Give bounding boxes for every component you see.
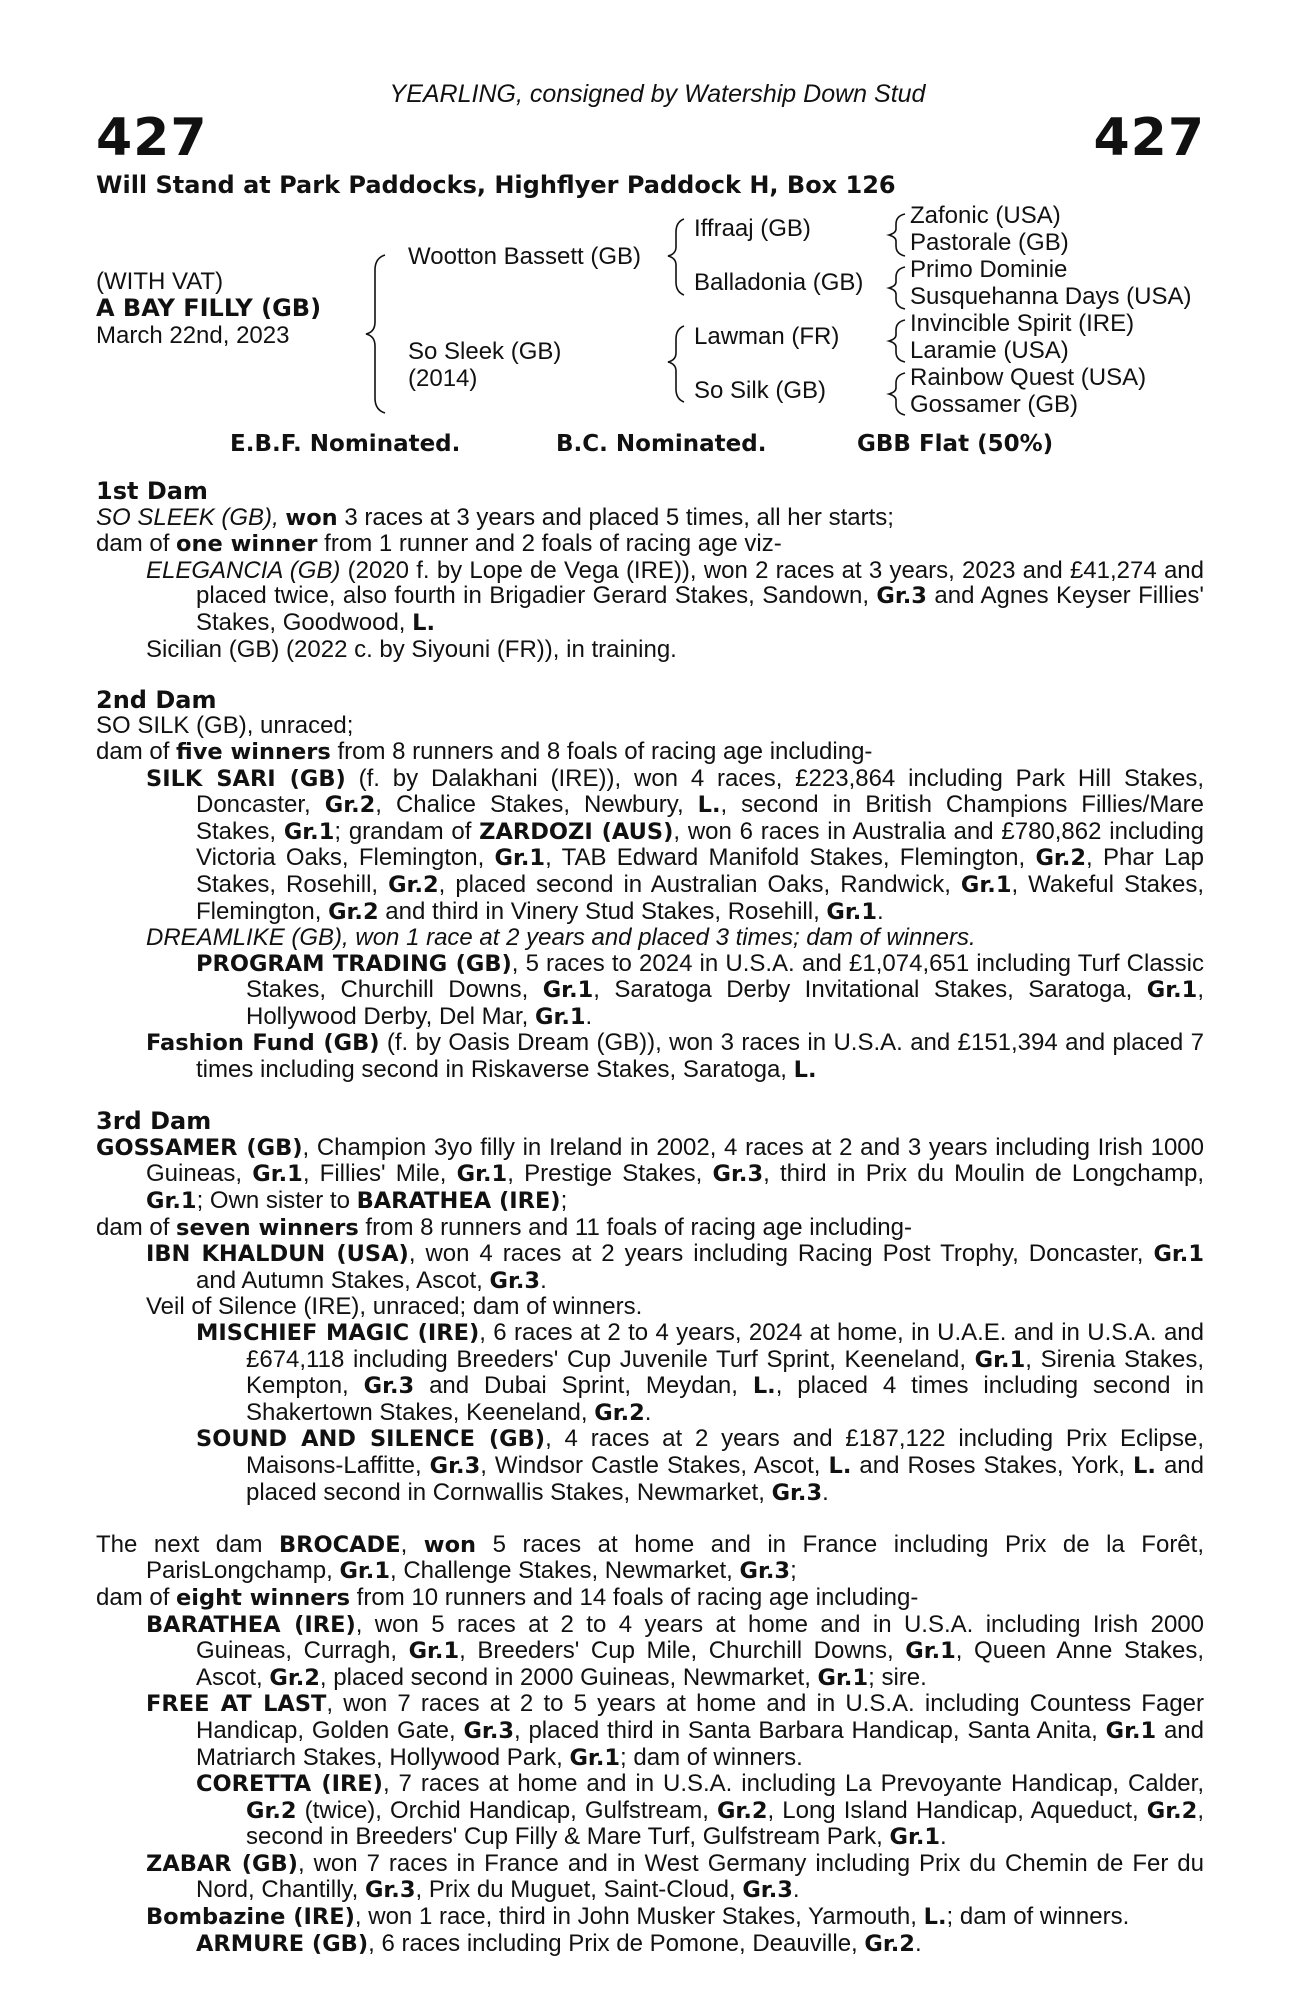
bold-text: BARATHEA (IRE) xyxy=(146,1611,356,1638)
text-run: , 7 races at home and in U.S.A. including La Prevoyante Handicap, Calder, xyxy=(382,1770,1204,1798)
bold-text: PROGRAM TRADING (GB) xyxy=(196,950,512,977)
bold-text: IBN KHALDUN (USA) xyxy=(146,1241,409,1268)
text-run: . xyxy=(876,897,884,925)
bold-text: Gr.1 xyxy=(283,818,335,845)
bold-text: Gr.1 xyxy=(534,1003,586,1030)
text-run: , Challenge Stakes, Newmarket, xyxy=(390,1557,740,1585)
gen3-ds-dam: Laramie (USA) xyxy=(910,337,1069,364)
progeny-entry xyxy=(96,1931,1204,1958)
progeny-entry xyxy=(96,637,1204,663)
progeny-entry xyxy=(96,1241,1204,1294)
bold-text: GOSSAMER (GB) xyxy=(96,1134,303,1161)
text-run: , won 1 race, third in John Musker Stakes, Yarmouth, xyxy=(354,1903,924,1931)
text-run: dam of xyxy=(96,530,177,558)
bc-nomination: B.C. Nominated. xyxy=(556,431,767,457)
bold-text: Bombazine (IRE) xyxy=(146,1904,355,1931)
text-run: (f. by Oasis Dream (GB)), won 3 races in U.S.A. and £151,394 and placed 7 times including second in Riskaverse Stakes, Saratoga, xyxy=(196,1029,1204,1084)
bold-text: Gr.1 xyxy=(974,1346,1026,1373)
text-run: ; Own sister to xyxy=(196,1187,357,1215)
gen3-dd-dam: Gossamer (GB) xyxy=(910,391,1079,418)
progeny-entry xyxy=(96,1585,1204,1612)
bold-text: FREE AT LAST xyxy=(146,1691,327,1718)
text-run: 3 races at 3 years and placed 5 times, all her starts; xyxy=(337,503,894,531)
progeny-entry xyxy=(96,1691,1204,1771)
text-run: , Windsor Castle Stakes, Ascot, xyxy=(480,1451,829,1479)
text-run: , 4 races at 2 years and £187,122 including Prix Eclipse, Maisons-Laffitte, xyxy=(246,1425,1204,1479)
bold-text: BARATHEA (IRE) xyxy=(356,1188,561,1215)
text-run: ; dam of winners. xyxy=(946,1903,1130,1931)
bold-text: ZARDOZI (AUS) xyxy=(479,818,674,845)
text-run: . xyxy=(940,1823,947,1851)
text-run: , placed third in Santa Barbara Handicap, Santa Anita, xyxy=(514,1716,1106,1744)
bold-text: Gr.1 xyxy=(456,1161,508,1188)
bold-text: SOUND AND SILENCE (GB) xyxy=(196,1426,546,1453)
bold-text: seven winners xyxy=(176,1214,359,1241)
bold-text: Gr.2 xyxy=(269,1664,320,1691)
text-run: , 5 races to 2024 in U.S.A. and £1,074,651 including Turf Classic Stakes, Churchill Downs, xyxy=(246,949,1204,1004)
section-heading: 2nd Dam xyxy=(96,685,217,714)
bold-text: L. xyxy=(697,792,721,819)
text-run: Veil of Silence (IRE), unraced; dam of winners. xyxy=(146,1293,643,1321)
text-run: SO SILK (GB), unraced; xyxy=(96,712,354,740)
lot-number-left: 427 xyxy=(96,108,208,168)
consignment-line: YEARLING, consigned by Watership Down Stud xyxy=(389,80,926,108)
progeny-entry xyxy=(96,1612,1204,1692)
bold-text: eight winners xyxy=(176,1584,351,1611)
text-run: (f. by Dalakhani (IRE)), won 4 races, £223,864 including Park Hill Stakes, Doncaster, xyxy=(196,764,1205,819)
text-run: dam of xyxy=(96,1583,177,1611)
bold-text: Gr.1 xyxy=(1153,1241,1204,1268)
text-run: , Prix du Muguet, Saint-Cloud, xyxy=(415,1876,743,1904)
gbb-flat: GBB Flat (50%) xyxy=(857,431,1054,457)
text-run: , TAB Edward Manifold Stakes, Flemington, xyxy=(545,844,1036,872)
text-run: ; xyxy=(560,1187,568,1215)
horse-name: A BAY FILLY (GB) xyxy=(96,294,322,322)
bold-text: L. xyxy=(412,609,436,636)
bold-text: Gr.1 xyxy=(146,1188,197,1215)
ebf-nomination: E.B.F. Nominated. xyxy=(230,431,461,457)
text-run: , won 4 races at 2 years including Racing Post Trophy, Doncaster, xyxy=(408,1240,1154,1268)
section-heading: 3rd Dam xyxy=(96,1107,212,1136)
text-run: from 8 runners and 8 foals of racing age including- xyxy=(330,737,873,765)
bold-text: Gr.3 xyxy=(364,1877,416,1904)
bold-text: Gr.1 xyxy=(889,1824,941,1851)
progeny-entry xyxy=(96,1532,1204,1585)
bold-text: Gr.2 xyxy=(594,1399,645,1426)
text-run: ELEGANCIA (GB) xyxy=(146,556,341,584)
sire-sire: Iffraaj (GB) xyxy=(694,215,811,242)
text-run: dam of xyxy=(96,737,177,765)
text-run: , Champion 3yo filly in Ireland in 2002, 4 races at 2 and 3 years including Irish 1000 Guineas, xyxy=(146,1133,1204,1188)
text-run: , won 5 races at 2 to 4 years at home and in U.S.A. including Irish 2000 Guineas, Curragh, xyxy=(196,1610,1205,1665)
text-run: , 6 races at 2 to 4 years, 2024 at home, in U.A.E. and in U.S.A. and £674,118 including Breeders' Cup Juvenile Turf Sprint, Keeneland, xyxy=(246,1319,1204,1373)
text-run: and placed second in Cornwallis Stakes, Newmarket, xyxy=(246,1451,1204,1506)
progeny-entry xyxy=(96,1426,1204,1506)
section-line xyxy=(96,505,1204,532)
bold-text: Fashion Fund (GB) xyxy=(146,1030,380,1057)
text-run: , Chalice Stakes, Newbury, xyxy=(375,791,698,819)
gen3-sd-sire: Primo Dominie xyxy=(910,256,1068,283)
text-run: , placed second in 2000 Guineas, Newmarket, xyxy=(319,1663,818,1691)
bold-text: L. xyxy=(793,1057,817,1084)
section-gap xyxy=(96,662,1204,688)
progeny-entry xyxy=(96,1904,1204,1931)
dam-sire: Lawman (FR) xyxy=(694,323,840,350)
stand-location: Will Stand at Park Paddocks, Highflyer Paddock H, Box 126 xyxy=(96,171,896,199)
bold-text: ARMURE (GB) xyxy=(196,1930,369,1957)
text-run: from 8 runners and 11 foals of racing age including- xyxy=(358,1213,912,1241)
section-line xyxy=(96,739,1204,766)
bold-text: L. xyxy=(923,1904,947,1931)
section-line xyxy=(96,531,1204,558)
bold-text: L. xyxy=(1133,1452,1156,1479)
text-run: DREAMLIKE (GB) xyxy=(146,924,343,952)
bold-text: ZABAR (GB) xyxy=(146,1850,298,1877)
gen3-dd-sire: Rainbow Quest (USA) xyxy=(910,364,1147,391)
text-run: , third in Prix du Moulin de Longchamp, xyxy=(763,1160,1204,1188)
bold-text: Gr.1 xyxy=(1105,1717,1157,1744)
progeny-entry xyxy=(96,766,1204,926)
bold-text: Gr.1 xyxy=(252,1161,303,1188)
dam-name: So Sleek (GB) xyxy=(408,338,562,365)
text-run: , Long Island Handicap, Aqueduct, xyxy=(767,1796,1147,1824)
gen3-ds-sire: Invincible Spirit (IRE) xyxy=(910,310,1135,337)
bold-text: Gr.3 xyxy=(712,1161,764,1188)
text-run: and Matriarch Stakes, Hollywood Park, xyxy=(196,1716,1204,1771)
section-line xyxy=(96,713,1204,739)
progeny-entry xyxy=(96,925,1204,951)
text-run: and Roses Stakes, York, xyxy=(851,1451,1134,1479)
text-run: , Sirenia Stakes, Kempton, xyxy=(246,1345,1205,1400)
text-run: ; xyxy=(790,1557,797,1585)
text-run: (2020 f. by Lope de Vega (IRE)), won 2 races at 3 years, 2023 and £41,274 and placed twice, also fourth in Brigadier Gerard Stakes, Sandown, xyxy=(196,556,1204,610)
text-run: , Fillies' Mile, xyxy=(302,1160,457,1188)
bold-text: BROCADE xyxy=(279,1531,401,1558)
bold-text: Gr.3 xyxy=(429,1452,481,1479)
text-run: , second in Breeders' Cup Filly & Mare Turf, Gulfstream Park, xyxy=(246,1796,1204,1851)
text-run: . xyxy=(792,1876,800,1904)
text-run: and Agnes Keyser Fillies' Stakes, Goodwood, xyxy=(196,582,1205,636)
bold-text: Gr.1 xyxy=(569,1744,621,1771)
text-run: , won 7 races at 2 to 5 years at home and in U.S.A. including Countess Fager Handicap, Golden Gate, xyxy=(196,1690,1205,1744)
text-run: and Autumn Stakes, Ascot, xyxy=(196,1266,490,1294)
bold-text: won xyxy=(285,504,338,531)
text-run: , placed 4 times including second in Shakertown Stakes, Keeneland, xyxy=(246,1372,1204,1426)
bold-text: L. xyxy=(752,1373,776,1400)
dam-dam: So Silk (GB) xyxy=(694,377,827,404)
text-run: 5 races at home and in France including Prix de la Forêt, ParisLongchamp, xyxy=(146,1530,1204,1585)
gen3-sd-dam: Susquehanna Days (USA) xyxy=(910,283,1192,310)
text-run: SO SLEEK (GB) xyxy=(96,503,273,531)
bold-text: Gr.2 xyxy=(388,871,439,898)
text-run: The next dam xyxy=(96,1530,279,1558)
bold-text: MISCHIEF MAGIC (IRE) xyxy=(196,1320,480,1346)
bold-text: Gr.1 xyxy=(339,1558,391,1585)
bold-text: Gr.1 xyxy=(542,977,594,1004)
progeny-entry xyxy=(96,1030,1204,1083)
bold-text: Gr.3 xyxy=(739,1558,791,1585)
foaling-date: March 22nd, 2023 xyxy=(96,322,290,349)
catalogue-body xyxy=(96,479,1204,1957)
text-run: , Hollywood Derby, Del Mar, xyxy=(246,976,1205,1030)
text-run: , won 1 race at 2 years and placed 3 times; dam of winners. xyxy=(342,924,976,952)
bold-text: five winners xyxy=(176,738,331,765)
text-run: dam of xyxy=(96,1213,177,1241)
gen3-ss-dam: Pastorale (GB) xyxy=(910,229,1069,256)
text-run: . xyxy=(644,1398,652,1426)
progeny-entry xyxy=(96,1294,1204,1320)
progeny-entry xyxy=(96,1851,1204,1904)
text-run: . xyxy=(540,1266,547,1294)
bold-text: Gr.1 xyxy=(817,1664,869,1691)
text-run: , Prestige Stakes, xyxy=(507,1160,713,1188)
text-run: ; sire. xyxy=(868,1663,927,1691)
bold-text: Gr.2 xyxy=(328,898,379,925)
text-run: . xyxy=(914,1929,922,1957)
section-heading: 1st Dam xyxy=(96,477,208,505)
bold-text: Gr.3 xyxy=(876,583,927,610)
bold-text: Gr.3 xyxy=(771,1479,823,1506)
sire: Wootton Bassett (GB) xyxy=(408,243,641,270)
bold-text: Gr.2 xyxy=(1146,1797,1198,1824)
progeny-entry xyxy=(96,951,1204,1031)
lot-number-right: 427 xyxy=(1093,108,1205,168)
text-run: , won 6 races in Australia and £780,862 including Victoria Oaks, Flemington, xyxy=(196,817,1204,872)
bold-text: Gr.3 xyxy=(489,1267,541,1294)
text-run: , second in British Champions Fillies/Mare Stakes, xyxy=(196,791,1204,845)
bold-text: Gr.2 xyxy=(1035,845,1087,872)
text-run: and third in Vinery Stud Stakes, Rosehill, xyxy=(378,897,827,925)
text-run: , won 7 races in France and in West Germany including Prix du Chemin de Fer du Nord, Chantilly, xyxy=(196,1849,1204,1904)
text-run: . xyxy=(585,1002,593,1030)
text-run: , Saratoga Derby Invitational Stakes, Saratoga, xyxy=(593,976,1147,1004)
text-run: , Queen Anne Stakes, Ascot, xyxy=(196,1637,1204,1691)
bold-text: Gr.2 xyxy=(324,792,376,819)
bold-text: Gr.1 xyxy=(960,871,1012,898)
bold-text: L. xyxy=(828,1452,852,1479)
bold-text: Gr.1 xyxy=(826,898,877,925)
progeny-entry xyxy=(96,1771,1204,1851)
text-run: Sicilian (GB) (2022 c. by Siyouni (FR)), in training. xyxy=(146,635,677,663)
text-run: , Breeders' Cup Mile, Churchill Downs, xyxy=(459,1637,906,1665)
bold-text: Gr.3 xyxy=(363,1373,415,1400)
text-run: , 6 races including Prix de Pomone, Deauville, xyxy=(368,1929,865,1957)
text-run: from 1 runner and 2 foals of racing age viz- xyxy=(317,530,782,558)
sire-dam: Balladonia (GB) xyxy=(694,269,864,296)
dam-year: (2014) xyxy=(408,365,478,392)
bold-text: won xyxy=(423,1531,477,1558)
bold-text: Gr.2 xyxy=(246,1797,297,1824)
bold-text: Gr.1 xyxy=(905,1638,956,1665)
bold-text: Gr.1 xyxy=(408,1638,460,1665)
bold-text: Gr.1 xyxy=(1146,977,1198,1004)
progeny-entry xyxy=(96,1135,1204,1215)
text-run: , Wakeful Stakes, Flemington, xyxy=(196,870,1204,925)
section-gap xyxy=(96,1506,1204,1532)
bold-text: Gr.1 xyxy=(494,845,546,872)
section-gap xyxy=(96,1084,1204,1110)
bold-text: CORETTA (IRE) xyxy=(196,1771,383,1798)
bold-text: Gr.2 xyxy=(864,1930,915,1957)
bold-text: Gr.3 xyxy=(463,1717,515,1744)
text-run: , xyxy=(400,1530,424,1558)
text-run: (twice), Orchid Handicap, Gulfstream, xyxy=(296,1796,717,1824)
text-run: and Dubai Sprint, Meydan, xyxy=(414,1372,753,1400)
text-run: ; grandam of xyxy=(334,817,480,845)
text-run: , placed second in Australian Oaks, Randwick, xyxy=(438,870,961,898)
bold-text: Gr.3 xyxy=(742,1877,793,1904)
bold-text: SILK SARI (GB) xyxy=(146,765,346,792)
text-run: . xyxy=(822,1478,829,1506)
progeny-entry xyxy=(96,558,1204,637)
text-run: , xyxy=(272,503,286,531)
progeny-entry xyxy=(96,1215,1204,1242)
text-run: ; dam of winners. xyxy=(620,1743,803,1771)
text-run: , Phar Lap Stakes, Rosehill, xyxy=(196,844,1205,898)
progeny-entry xyxy=(96,1320,1204,1426)
bold-text: one winner xyxy=(176,531,318,558)
text-run: from 10 runners and 14 foals of racing age including- xyxy=(350,1583,919,1611)
gen3-ss-sire: Zafonic (USA) xyxy=(910,202,1061,229)
vat-note: (WITH VAT) xyxy=(96,268,224,295)
bold-text: Gr.2 xyxy=(716,1797,768,1824)
